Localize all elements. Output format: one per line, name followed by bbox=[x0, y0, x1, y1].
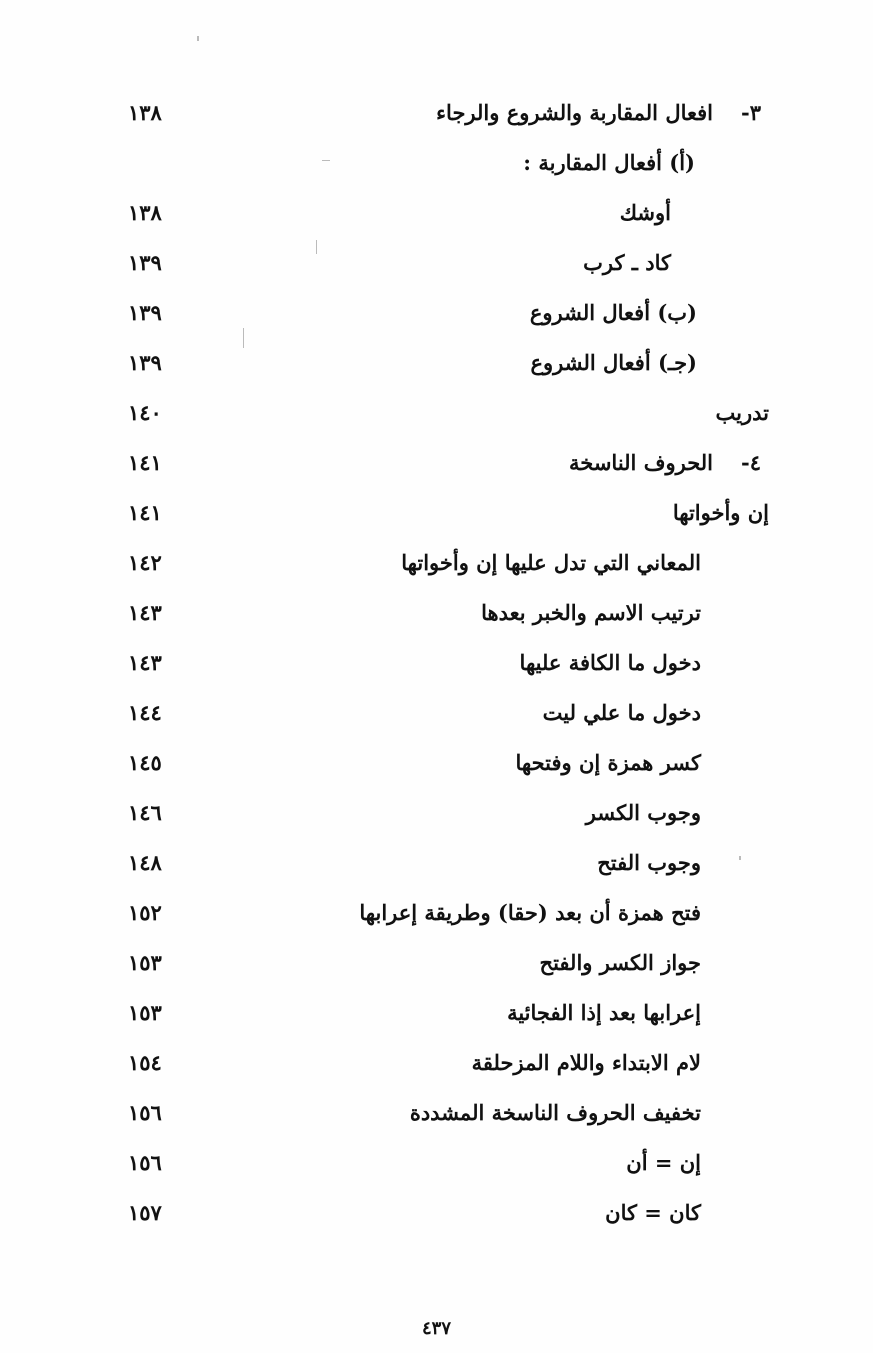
toc-entry bbox=[0, 843, 873, 887]
toc-entry-title: إعرابها بعد إذا الفجائية bbox=[507, 1000, 701, 1025]
toc-entry-title: وجوب الكسر bbox=[585, 800, 701, 825]
toc-page-number: ١٤١ bbox=[128, 500, 162, 525]
toc-page-number: ١٥٣ bbox=[128, 950, 162, 975]
toc-page-number: ١٥٤ bbox=[128, 1050, 162, 1075]
toc-entry-title: فتح همزة أن بعد (حقا) وطريقة إعرابها bbox=[359, 900, 701, 925]
toc-entry-title: تدريب bbox=[715, 400, 769, 425]
toc-entry bbox=[0, 693, 873, 737]
toc-page-number: ١٤٥ bbox=[128, 750, 162, 775]
toc-entry-title: كان = كان bbox=[605, 1200, 701, 1225]
toc-page-number: ١٥٣ bbox=[128, 1000, 162, 1025]
toc-page-number: ١٥٧ bbox=[128, 1200, 162, 1225]
toc-entry bbox=[0, 1093, 873, 1137]
toc-entry bbox=[0, 643, 873, 687]
scan-artifact bbox=[243, 328, 244, 348]
toc-entry-title: أوشك bbox=[619, 200, 671, 225]
toc-entry-title: ٤-الحروف الناسخة bbox=[569, 450, 761, 475]
toc-entry bbox=[0, 293, 873, 337]
toc-page-number: ١٥٦ bbox=[128, 1150, 162, 1175]
toc-page-number: ١٣٨ bbox=[128, 100, 162, 125]
toc-entry bbox=[0, 593, 873, 637]
toc-entry-title: (ب) أفعال الشروع bbox=[529, 300, 697, 325]
toc-entry bbox=[0, 393, 873, 437]
toc-entry-title: دخول ما الكافة عليها bbox=[519, 650, 701, 675]
toc-entry bbox=[0, 893, 873, 937]
toc-entry-title: جواز الكسر والفتح bbox=[539, 950, 701, 975]
toc-entry-title: إن = أن bbox=[626, 1150, 701, 1175]
toc-entry bbox=[0, 193, 873, 237]
toc-page-number: ١٤٣ bbox=[128, 650, 162, 675]
toc-entry bbox=[0, 93, 873, 137]
toc-page-number: ١٣٨ bbox=[128, 200, 162, 225]
toc-entry bbox=[0, 543, 873, 587]
toc-entry bbox=[0, 993, 873, 1037]
toc-entry-title: ٣-افعال المقاربة والشروع والرجاء bbox=[436, 100, 761, 125]
toc-page-number: ١٤٢ bbox=[128, 550, 162, 575]
toc-entry-title: (أ) أفعال المقاربة : bbox=[523, 150, 695, 175]
page-number: ٤٣٧ bbox=[421, 1318, 451, 1339]
toc-entry bbox=[0, 793, 873, 837]
scan-artifact bbox=[739, 856, 741, 860]
toc-page-number: ١٥٢ bbox=[128, 900, 162, 925]
toc-entry-title: ترتيب الاسم والخبر بعدها bbox=[481, 600, 701, 625]
toc-entry bbox=[0, 143, 873, 187]
toc-page-number: ١٤١ bbox=[128, 450, 162, 475]
section-number: ٣- bbox=[741, 100, 761, 125]
scan-artifact bbox=[322, 160, 330, 161]
toc-entry bbox=[0, 743, 873, 787]
toc-entry-title: المعاني التي تدل عليها إن وأخواتها bbox=[401, 550, 701, 575]
toc-page-number: ١٤٦ bbox=[128, 800, 162, 825]
toc-entry bbox=[0, 1043, 873, 1087]
toc-entry bbox=[0, 243, 873, 287]
toc-entry-title: وجوب الفتح bbox=[597, 850, 701, 875]
toc-page-number: ١٣٩ bbox=[128, 300, 162, 325]
toc-entry-title: (جـ) أفعال الشروع bbox=[530, 350, 697, 375]
toc-entry bbox=[0, 943, 873, 987]
toc-page-number: ١٣٩ bbox=[128, 350, 162, 375]
toc-entry bbox=[0, 1193, 873, 1237]
section-number: ٤- bbox=[741, 450, 761, 475]
toc-entry bbox=[0, 443, 873, 487]
toc-page-number: ١٤٨ bbox=[128, 850, 162, 875]
toc-entry-title: إن وأخواتها bbox=[672, 500, 769, 525]
scan-artifact bbox=[197, 36, 199, 41]
toc-entry bbox=[0, 493, 873, 537]
toc-page-number: ١٥٦ bbox=[128, 1100, 162, 1125]
toc-entry bbox=[0, 1143, 873, 1187]
toc-entry-title: كسر همزة إن وفتحها bbox=[515, 750, 701, 775]
toc-entry-title: دخول ما علي ليت bbox=[542, 700, 701, 725]
toc-page-number: ١٤٠ bbox=[128, 400, 162, 425]
toc-entry-title: لام الابتداء واللام المزحلقة bbox=[471, 1050, 701, 1075]
toc-entry-title: كاد ـ كرب bbox=[583, 250, 671, 275]
toc-page-number: ١٤٤ bbox=[128, 700, 162, 725]
toc-page-number: ١٣٩ bbox=[128, 250, 162, 275]
toc-page-number: ١٤٣ bbox=[128, 600, 162, 625]
scan-artifact bbox=[316, 240, 317, 254]
toc-entry-title: تخفيف الحروف الناسخة المشددة bbox=[409, 1100, 701, 1125]
toc-entry bbox=[0, 343, 873, 387]
